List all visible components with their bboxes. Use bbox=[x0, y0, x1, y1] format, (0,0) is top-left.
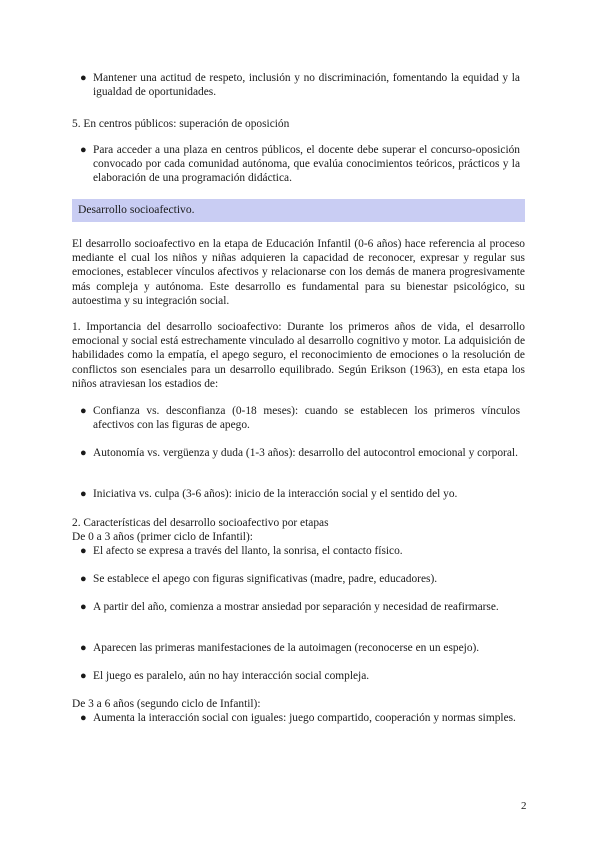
list-item-text: Aumenta la interacción social con iguales: juego compartido, cooperación y normas simples. bbox=[93, 712, 516, 724]
bullet-icon: ● bbox=[80, 573, 87, 585]
list-item-text: El juego es paralelo, aún no hay interacción social compleja. bbox=[93, 670, 370, 682]
second-cycle-heading: De 3 a 6 años (segundo ciclo de Infantil): bbox=[72, 698, 261, 710]
section-title-bar bbox=[72, 199, 525, 222]
bullet-icon: ● bbox=[80, 405, 87, 417]
list-item bbox=[80, 641, 520, 655]
bullet-icon: ● bbox=[80, 601, 87, 613]
list-item-text: Para acceder a una plaza en centros públicos, el docente debe superar el concurso-oposición convocado por cada comunidad autónoma, que evalúa conocimientos teóricos, prácticos y la elaboración de una programación didáctica. bbox=[93, 144, 520, 185]
list-item bbox=[80, 446, 520, 460]
list-item bbox=[80, 487, 520, 501]
section-title: Desarrollo socioafectivo. bbox=[78, 203, 195, 216]
bullet-icon: ● bbox=[80, 712, 87, 724]
bullet-icon: ● bbox=[80, 488, 87, 500]
list-item bbox=[80, 669, 520, 683]
bullet-icon: ● bbox=[80, 447, 87, 459]
list-item bbox=[80, 143, 520, 186]
list-item bbox=[80, 572, 520, 586]
list-item bbox=[80, 404, 520, 432]
list-item bbox=[80, 711, 520, 725]
first-cycle-heading: De 0 a 3 años (primer ciclo de Infantil): bbox=[72, 531, 253, 543]
list-item bbox=[80, 71, 520, 99]
list-item-text: Aparecen las primeras manifestaciones de la autoimagen (reconocerse en un espejo). bbox=[93, 642, 480, 654]
bullet-icon: ● bbox=[80, 144, 87, 156]
list-item bbox=[80, 600, 520, 614]
bullet-icon: ● bbox=[80, 670, 87, 682]
list-item bbox=[80, 544, 520, 558]
list-item-text: A partir del año, comienza a mostrar ansiedad por separación y necesidad de reafirmarse. bbox=[93, 601, 499, 613]
intro-paragraph: El desarrollo socioafectivo en la etapa de Educación Infantil (0-6 años) hace referencia al proceso mediante el cual los niños y niñas adquieren la capacidad de reconocer, expresar y regular sus emociones, establecer vínculos afectivos y relacionarse con los demás de manera progresivamente más compleja y autónoma. Este desarrollo es fundamental para su bienestar psicológico, su autoestima y su integración social. bbox=[72, 238, 525, 307]
bullet-icon: ● bbox=[80, 545, 87, 557]
list-item-text: Mantener una actitud de respeto, inclusión y no discriminación, fomentando la equidad y la igualdad de oportunidades. bbox=[93, 72, 520, 99]
page-number: 2 bbox=[521, 800, 527, 812]
item5-heading: 5. En centros públicos: superación de oposición bbox=[72, 118, 290, 130]
list-item-text: Confianza vs. desconfianza (0-18 meses): cuando se establecen los primeros vínculos afectivos con las figuras de apego. bbox=[93, 405, 520, 432]
list-item-text: Se establece el apego con figuras significativas (madre, padre, educadores). bbox=[93, 573, 438, 585]
bullet-icon: ● bbox=[80, 72, 87, 84]
list-item-text: Iniciativa vs. culpa (3-6 años): inicio de la interacción social y el sentido del yo. bbox=[93, 488, 458, 500]
bullet-icon: ● bbox=[80, 642, 87, 654]
list-item-text: El afecto se expresa a través del llanto, la sonrisa, el contacto físico. bbox=[93, 545, 403, 557]
importance-paragraph: 1. Importancia del desarrollo socioafectivo: Durante los primeros años de vida, el desarrollo emocional y social está estrechamente vinculado al desarrollo cognitivo y motor. La adquisición de habilidades como la empatía, el apego seguro, el reconocimiento de emociones o la resolución de conflictos son esenciales para un desarrollo equilibrado. Según Erikson (1963), en esta etapa los niños atraviesan los estadios de: bbox=[72, 321, 525, 390]
characteristics-heading: 2. Características del desarrollo socioafectivo por etapas bbox=[72, 517, 329, 529]
list-item-text: Autonomía vs. vergüenza y duda (1-3 años): desarrollo del autocontrol emocional y corporal. bbox=[93, 447, 518, 459]
